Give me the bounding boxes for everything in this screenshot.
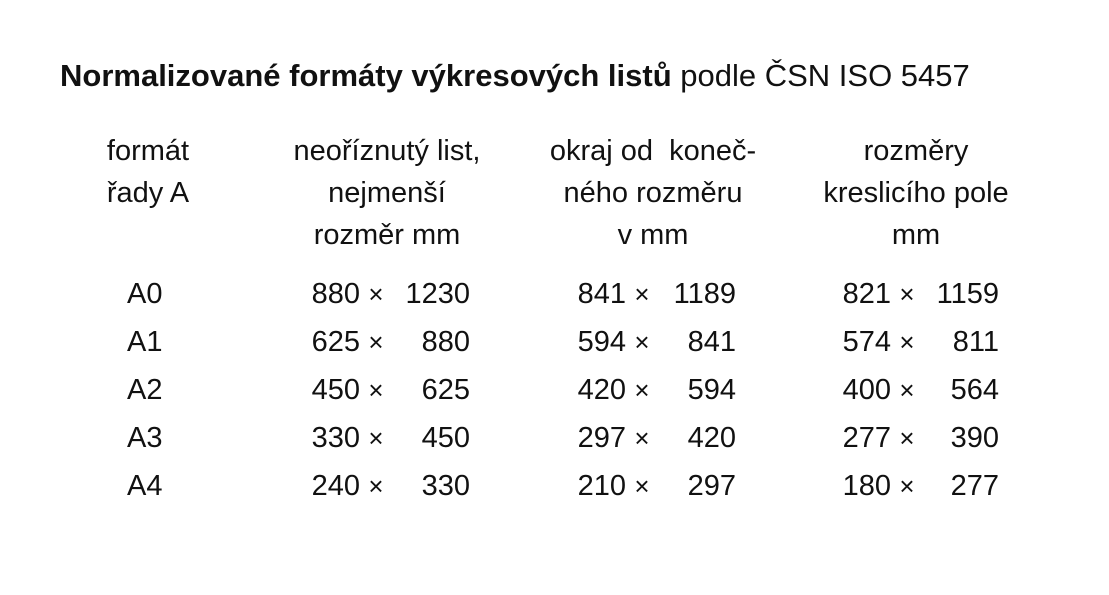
trimmed-height-value: 841 <box>687 326 736 358</box>
table-row <box>0 322 1109 362</box>
times-symbol: × <box>368 279 384 309</box>
format-cell: A1 <box>127 326 163 358</box>
trimmed-height-value: 420 <box>687 422 736 454</box>
drawing-width-value: 400 <box>842 374 891 406</box>
drawing-width-value: 277 <box>842 422 891 454</box>
times-symbol: × <box>899 471 915 501</box>
times-symbol: × <box>634 279 650 309</box>
header-format-line: řady A <box>106 177 190 209</box>
drawing-width-value: 180 <box>842 470 891 502</box>
header-untrimmed-line: nejmenší <box>328 177 446 209</box>
table-row <box>0 466 1109 506</box>
untrimmed-height-value: 330 <box>421 470 470 502</box>
times-symbol: × <box>899 375 915 405</box>
untrimmed-height-value: 625 <box>421 374 470 406</box>
format-cell: A2 <box>127 374 163 406</box>
trimmed-height-value: 594 <box>687 374 736 406</box>
untrimmed-height-value: 880 <box>421 326 470 358</box>
trimmed-height-value: 1189 <box>673 278 736 310</box>
drawing-height-value: 1159 <box>936 278 999 310</box>
header-trimmed-line: okraj od koneč- <box>549 135 757 167</box>
format-cell: A0 <box>127 278 163 310</box>
header-drawing-area <box>794 130 1038 256</box>
untrimmed-height-value: 450 <box>421 422 470 454</box>
trimmed-width-value: 210 <box>577 470 626 502</box>
format-cell: A4 <box>127 470 163 502</box>
untrimmed-width-value: 240 <box>311 470 360 502</box>
trimmed-height-value: 297 <box>687 470 736 502</box>
header-untrimmed-line: neoříznutý list, <box>293 135 481 167</box>
times-symbol: × <box>899 327 915 357</box>
times-symbol: × <box>899 423 915 453</box>
header-trimmed <box>522 130 784 256</box>
times-symbol: × <box>634 471 650 501</box>
header-format-line: formát <box>106 135 190 167</box>
untrimmed-width-value: 330 <box>311 422 360 454</box>
untrimmed-height-value: 1230 <box>405 278 470 310</box>
title-bold-part: Normalizované formáty výkresových listů <box>60 58 672 93</box>
times-symbol: × <box>899 279 915 309</box>
trimmed-width-value: 841 <box>577 278 626 310</box>
drawing-width-value: 821 <box>842 278 891 310</box>
drawing-height-value: 564 <box>950 374 999 406</box>
times-symbol: × <box>634 375 650 405</box>
header-trimmed-line: ného rozměru <box>563 177 743 209</box>
header-drawing-line: mm <box>891 219 941 251</box>
times-symbol: × <box>634 327 650 357</box>
times-symbol: × <box>634 423 650 453</box>
trimmed-width-value: 594 <box>577 326 626 358</box>
trimmed-width-value: 297 <box>577 422 626 454</box>
table-row <box>0 418 1109 458</box>
untrimmed-width-value: 880 <box>311 278 360 310</box>
header-untrimmed <box>262 130 512 256</box>
header-drawing-line: kreslicího pole <box>823 177 1009 209</box>
header-trimmed-line: v mm <box>617 219 689 251</box>
format-cell: A3 <box>127 422 163 454</box>
title-normal-part: podle ČSN ISO 5457 <box>680 58 970 93</box>
times-symbol: × <box>368 375 384 405</box>
times-symbol: × <box>368 471 384 501</box>
header-drawing-line: rozměry <box>863 135 969 167</box>
times-symbol: × <box>368 423 384 453</box>
drawing-height-value: 390 <box>950 422 999 454</box>
document-title <box>60 58 970 94</box>
drawing-height-value: 811 <box>952 326 999 358</box>
table-row <box>0 274 1109 314</box>
header-format <box>78 130 218 214</box>
header-untrimmed-line: rozměr mm <box>313 219 461 251</box>
untrimmed-width-value: 625 <box>311 326 360 358</box>
drawing-width-value: 574 <box>842 326 891 358</box>
untrimmed-width-value: 450 <box>311 374 360 406</box>
table-row <box>0 370 1109 410</box>
drawing-height-value: 277 <box>950 470 999 502</box>
times-symbol: × <box>368 327 384 357</box>
trimmed-width-value: 420 <box>577 374 626 406</box>
